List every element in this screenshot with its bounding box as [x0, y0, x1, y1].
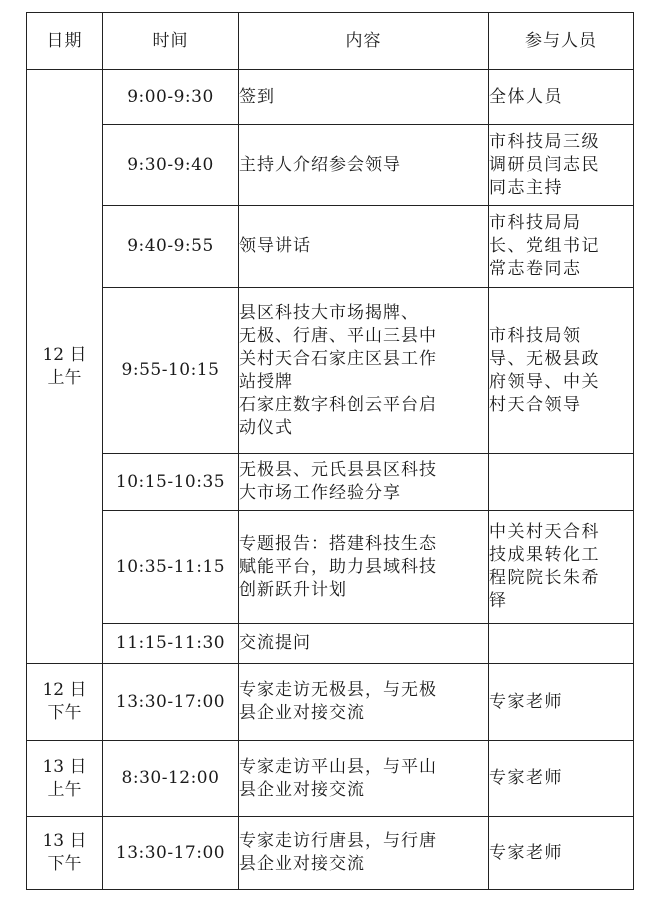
people-line: 程院院长朱希 — [489, 568, 600, 588]
time-cell: 9:30-9:40 — [103, 125, 239, 206]
content-line: 交流提问 — [239, 633, 311, 653]
content-cell — [239, 817, 489, 890]
people-cell — [489, 741, 634, 817]
people-cell — [489, 624, 634, 664]
date-cell — [27, 741, 103, 817]
content-line: 专题报告：搭建科技生态 — [239, 533, 437, 554]
people-line: 同志主持 — [489, 177, 563, 198]
people-line: 市科技局局 — [489, 213, 582, 233]
table-row — [27, 741, 634, 817]
content-line: 创新跃升计划 — [239, 579, 347, 600]
time-cell: 11:15-11:30 — [103, 624, 239, 664]
people-cell — [489, 817, 634, 890]
time-cell: 13:30-17:00 — [103, 817, 239, 890]
table-row — [27, 206, 634, 288]
content-cell — [239, 511, 489, 624]
date-period: 上午 — [47, 367, 82, 388]
content-line: 无极、行唐、平山三县中 — [239, 325, 437, 346]
date-period: 下午 — [47, 854, 82, 874]
content-line: 无极县、元氏县县区科技 — [239, 460, 437, 480]
content-line: 大市场工作经验分享 — [239, 483, 401, 503]
header-row — [27, 13, 634, 70]
content-line: 县企业对接交流 — [239, 854, 365, 874]
content-cell — [239, 206, 489, 288]
time-cell: 13:30-17:00 — [103, 664, 239, 741]
content-line: 主持人介绍参会领导 — [239, 154, 401, 175]
time-cell: 9:40-9:55 — [103, 206, 239, 288]
people-cell — [489, 206, 634, 288]
content-cell — [239, 741, 489, 817]
content-line: 领导讲话 — [239, 236, 311, 256]
content-line: 专家走访无极县，与无极 — [239, 680, 437, 700]
people-line: 市科技局三级 — [489, 131, 600, 152]
table-row — [27, 70, 634, 125]
content-line: 专家走访行唐县，与行唐 — [239, 831, 437, 851]
people-line: 专家老师 — [489, 768, 563, 788]
people-cell — [489, 125, 634, 206]
date-period: 下午 — [47, 703, 82, 723]
content-line: 关村天合石家庄区县工作 — [239, 348, 437, 369]
content-line: 县企业对接交流 — [239, 703, 365, 723]
table-row — [27, 624, 634, 664]
table-row — [27, 817, 634, 890]
content-cell — [239, 288, 489, 454]
time-cell: 9:00-9:30 — [103, 70, 239, 125]
time-cell: 10:15-10:35 — [103, 454, 239, 511]
table-row — [27, 288, 634, 454]
date-day: 12 日 — [42, 344, 87, 365]
people-cell — [489, 454, 634, 511]
header-time: 时间 — [103, 13, 239, 70]
date-day: 13 日 — [42, 831, 87, 851]
content-line: 县企业对接交流 — [239, 779, 365, 800]
people-line: 导、无极县政 — [489, 348, 600, 369]
header-content: 内容 — [239, 13, 489, 70]
content-cell — [239, 624, 489, 664]
header-date: 日期 — [27, 13, 103, 70]
people-line: 全体人员 — [489, 86, 563, 107]
content-line: 动仪式 — [239, 417, 293, 438]
time-cell: 9:55-10:15 — [103, 288, 239, 454]
people-line: 专家老师 — [489, 842, 563, 863]
content-cell — [239, 664, 489, 741]
table-row — [27, 664, 634, 741]
date-day: 13 日 — [42, 756, 87, 777]
people-line: 长、党组书记 — [489, 236, 600, 256]
people-line: 常志卷同志 — [489, 259, 582, 279]
people-cell — [489, 511, 634, 624]
content-line: 石家庄数字科创云平台启 — [239, 394, 437, 415]
schedule-table — [26, 12, 634, 890]
people-line: 铎 — [489, 591, 508, 611]
people-line: 专家老师 — [489, 691, 563, 712]
content-line: 站授牌 — [239, 371, 293, 392]
time-cell: 8:30-12:00 — [103, 741, 239, 817]
people-line: 村天合领导 — [489, 394, 582, 415]
people-cell — [489, 664, 634, 741]
people-cell — [489, 70, 634, 125]
people-line: 技成果转化工 — [489, 545, 600, 565]
date-day: 12 日 — [42, 680, 87, 700]
people-line: 府领导、中关 — [489, 371, 600, 392]
people-cell — [489, 288, 634, 454]
content-line: 签到 — [239, 86, 275, 107]
content-cell — [239, 70, 489, 125]
content-cell — [239, 125, 489, 206]
date-period: 上午 — [47, 779, 82, 800]
content-cell — [239, 454, 489, 511]
table-row — [27, 511, 634, 624]
content-line: 县区科技大市场揭牌、 — [239, 302, 419, 323]
date-cell — [27, 817, 103, 890]
people-line: 调研员闫志民 — [489, 154, 600, 175]
time-cell: 10:35-11:15 — [103, 511, 239, 624]
content-line: 专家走访平山县，与平山 — [239, 756, 437, 777]
table-row — [27, 454, 634, 511]
table-row — [27, 125, 634, 206]
date-cell — [27, 664, 103, 741]
people-line: 中关村天合科 — [489, 522, 600, 542]
header-people: 参与人员 — [489, 13, 634, 70]
people-line: 市科技局领 — [489, 325, 582, 346]
content-line: 赋能平台，助力县域科技 — [239, 556, 437, 577]
date-cell — [27, 70, 103, 664]
